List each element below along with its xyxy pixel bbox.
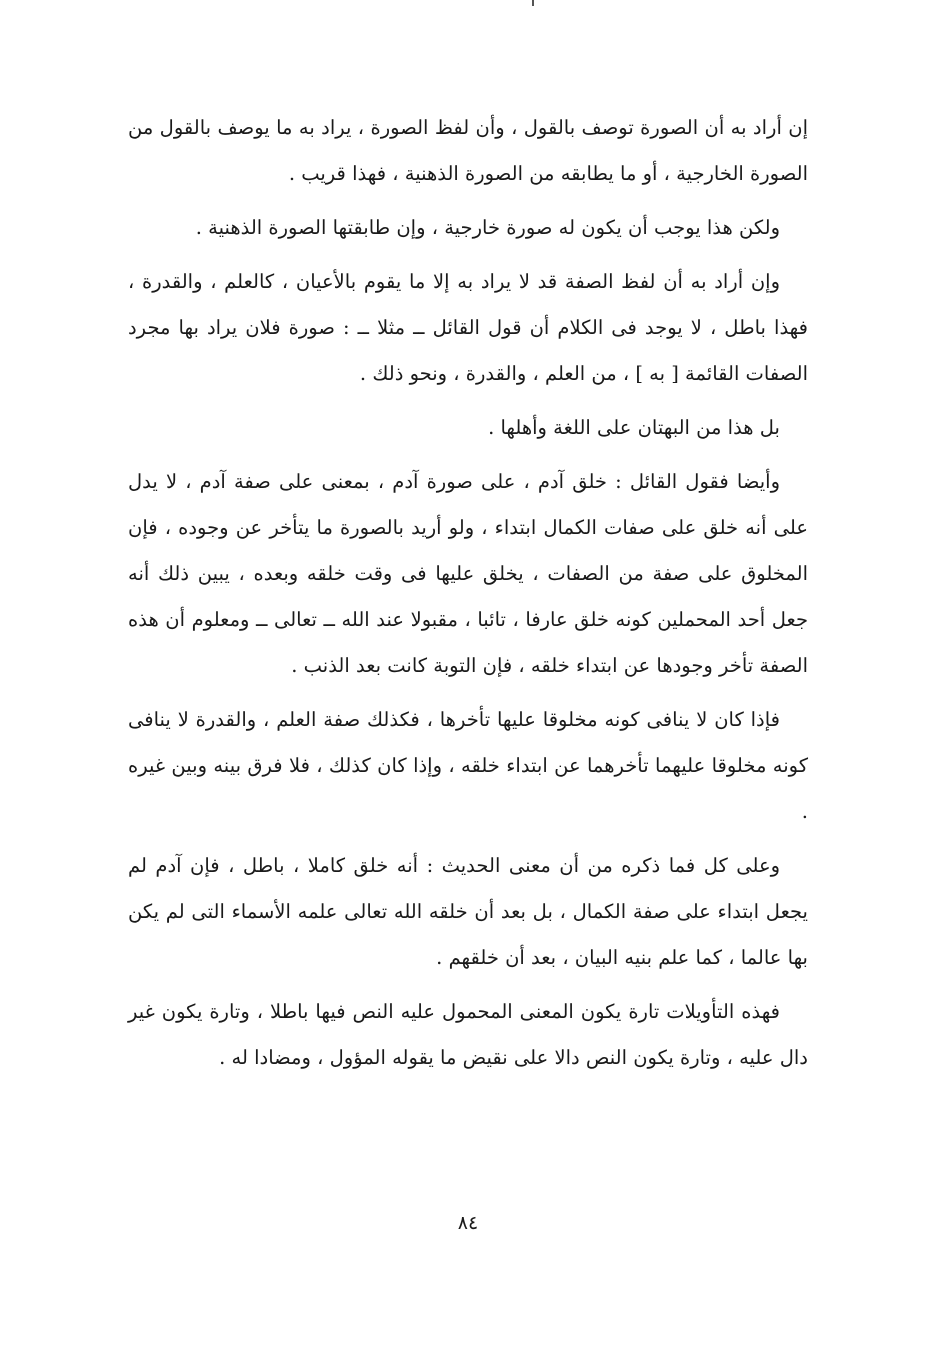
paragraph-3: وإن أراد به أن لفظ الصفة قد لا يراد به إلا ما يقوم بالأعيان ، كالعلم ، والقدرة ، فهذا باطل ، لا يوجد فى الكلام أن قول القائل ــ مثلا ــ : صورة فلان يراد بها مجرد الصفات القائمة [ به ] ، من العلم ، والقدرة ، ونحو ذلك . <box>128 270 808 385</box>
paragraph-7: وعلى كل فما ذكره من أن معنى الحديث : أنه خلق كاملا ، باطل ، فإن آدم لم يجعل ابتداء على صفة الكمال ، بل بعد أن خلقه الله تعالى علمه الأسماء التى لم يكن بها عالما ، كما علم بنيه البيان ، بعد أن خلقهم . <box>128 854 808 969</box>
page-number: ٨٤ <box>457 1212 479 1234</box>
scan-mark <box>532 0 534 6</box>
paragraph-5: وأيضا فقول القائل : خلق آدم ، على صورة آدم ، بمعنى على صفة آدم ، لا يدل على أنه خلق على صفات الكمال ابتداء ، ولو أريد بالصورة ما يتأخر عن وجوده ، فإن المخلوق على صفة من الصفات ، يخلق عليها فى وقت خلقه وبعده ، يبين ذلك أنه جعل أحد المحملين كونه خلق عارفا ، تائبا ، مقبولا عند الله ــ تعالى ــ ومعلوم أن هذه الصفة تأخر وجودها عن ابتداء خلقه ، فإن التوبة كانت بعد الذنب . <box>128 470 808 677</box>
paragraph-2: ولكن هذا يوجب أن يكون له صورة خارجية ، وإن طابقتها الصورة الذهنية . <box>195 216 780 239</box>
paragraph-6: فإذا كان لا ينافى كونه مخلوقا عليها تأخرها ، فكذلك صفة العلم ، والقدرة لا ينافى كونه مخلوقا عليهما تأخرهما عن ابتداء خلقه ، وإذا كان كذلك ، فلا فرق بينه وبين غيره . <box>128 708 808 823</box>
paragraph-8: فهذه التأويلات تارة يكون المعنى المحمول عليه النص فيها باطلا ، وتارة يكون غير دال عليه ، وتارة يكون النص دالا على نقيض ما يقوله المؤول ، ومضادا له . <box>128 1000 808 1069</box>
body-text <box>128 105 808 1089</box>
paragraph-4: بل هذا من البهتان على اللغة وأهلها . <box>488 416 780 439</box>
paragraph-1: إن أراد به أن الصورة توصف بالقول ، وأن لفظ الصورة ، يراد به ما يوصف بالقول من الصورة الخارجية ، أو ما يطابقه من الصورة الذهنية ، فهذا قريب . <box>128 116 808 185</box>
